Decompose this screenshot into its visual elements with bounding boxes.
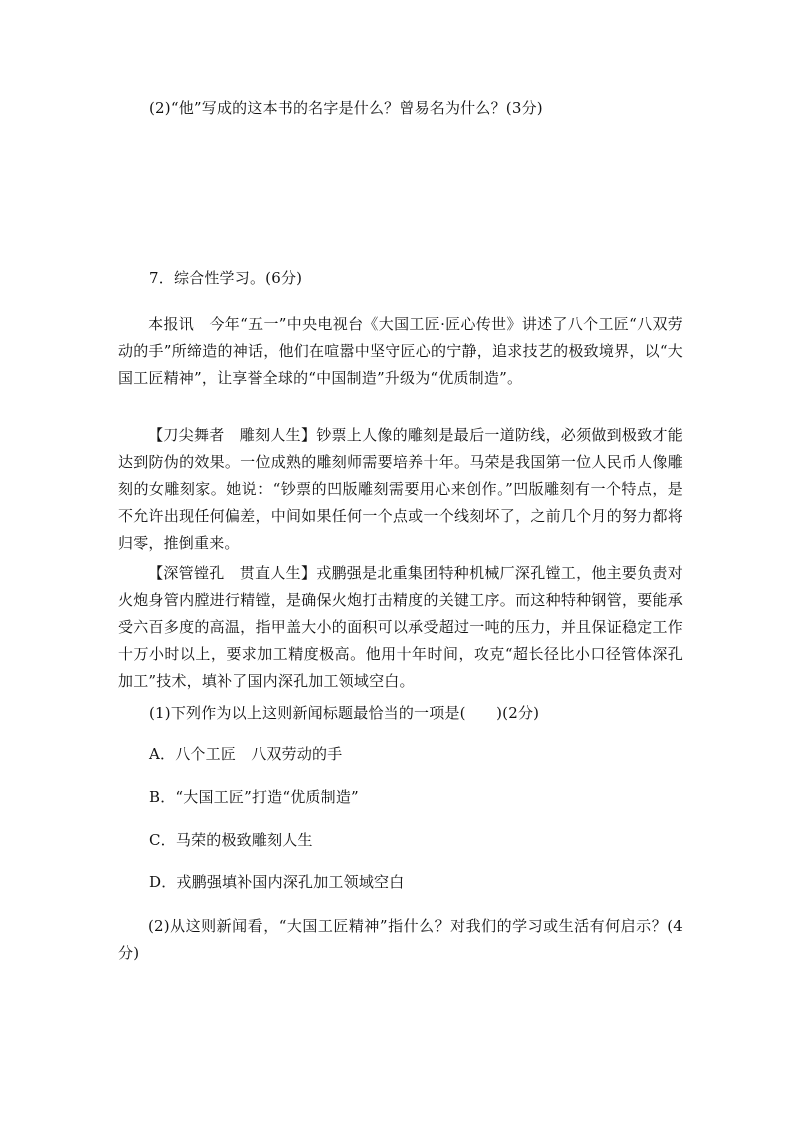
sub-question-2-text: (2)从这则新闻看，“大国工匠精神”指什么？对我们的学习或生活有何启示？(4分): [118, 917, 683, 962]
option-a: A．八个工匠 八双劳动的手: [149, 745, 343, 763]
option-d: D．戎鹏强填补国内深孔加工领域空白: [149, 873, 405, 891]
question-2-header: (2)“他”写成的这本书的名字是什么？曾易名为什么？(3分): [149, 99, 543, 117]
news-lead-text: 本报讯 今年“五一”中央电视台《大国工匠·匠心传世》讲述了八个工匠“八双劳动的手”所缔造的神话，他们在喧嚣中坚守匠心的宁静，追求技艺的极致境界，以“大国工匠精神”，让享誉全球的“中国制造”升级为“优质制造”。: [118, 315, 683, 387]
news-paragraph-boring-text: 【深管镗孔 贯直人生】戎鹏强是北重集团特种机械厂深孔镗工，他主要负责对火炮身管内膛进行精镗，是确保火炮打击精度的关键工序。而这种特种钢管，要能承受六百多度的高温，指甲盖大小的面积可以承受超过一吨的压力，并且保证稳定工作十万小时以上，要求加工精度极高。他用十年时间，攻克“超长径比小口径管体深孔加工”技术，填补了国内深孔加工领域空白。: [118, 564, 683, 690]
news-lead-paragraph: [118, 311, 683, 392]
sub-question-1-prompt: (1)下列作为以上这则新闻标题最恰当的一项是( )(2分): [149, 704, 540, 722]
news-paragraph-engraving: [118, 422, 683, 557]
sub-question-2-prompt: [118, 913, 683, 967]
news-paragraph-boring: [118, 560, 683, 695]
option-b: B．“大国工匠”打造“优质制造”: [149, 788, 359, 806]
news-paragraph-engraving-text: 【刀尖舞者 雕刻人生】钞票上人像的雕刻是最后一道防线，必须做到极致才能达到防伪的效果。一位成熟的雕刻师需要培养十年。马荣是我国第一位人民币人像雕刻的女雕刻家。她说：“钞票的凹版雕刻需要用心来创作。”凹版雕刻有一个特点，是不允许出现任何偏差，中间如果任何一个点或一个线刻坏了，之前几个月的努力都将归零，推倒重来。: [118, 426, 683, 552]
option-c: C．马荣的极致雕刻人生: [149, 831, 313, 849]
question-7-header: 7．综合性学习。(6分): [149, 269, 303, 287]
